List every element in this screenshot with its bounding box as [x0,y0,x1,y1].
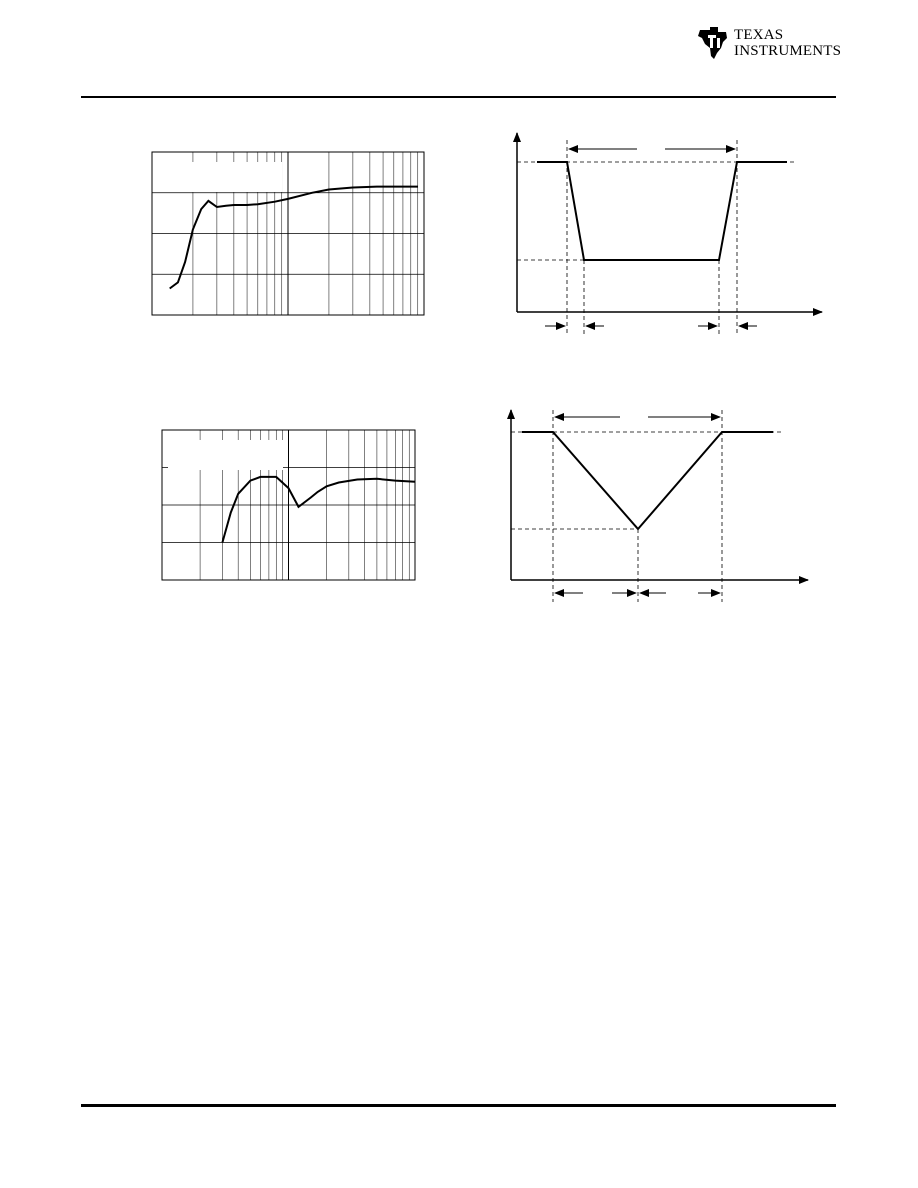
graph1-series-line [170,187,418,289]
company-line2: INSTRUMENTS [734,43,842,59]
graph1-legend-box [162,162,282,192]
graph1 [152,152,424,315]
graph2-legend-box [168,440,283,470]
wf1-guides [517,140,795,335]
graph2 [162,430,415,580]
wf2-guides [511,410,782,602]
wf2-signal [522,432,773,529]
wf1-signal [537,162,787,260]
waveform-triangle [511,410,808,602]
footer-rule [81,1104,836,1107]
waveform-trapezoid [517,133,822,335]
company-line1: TEXAS [734,27,784,43]
graph2-series-line [222,477,415,543]
